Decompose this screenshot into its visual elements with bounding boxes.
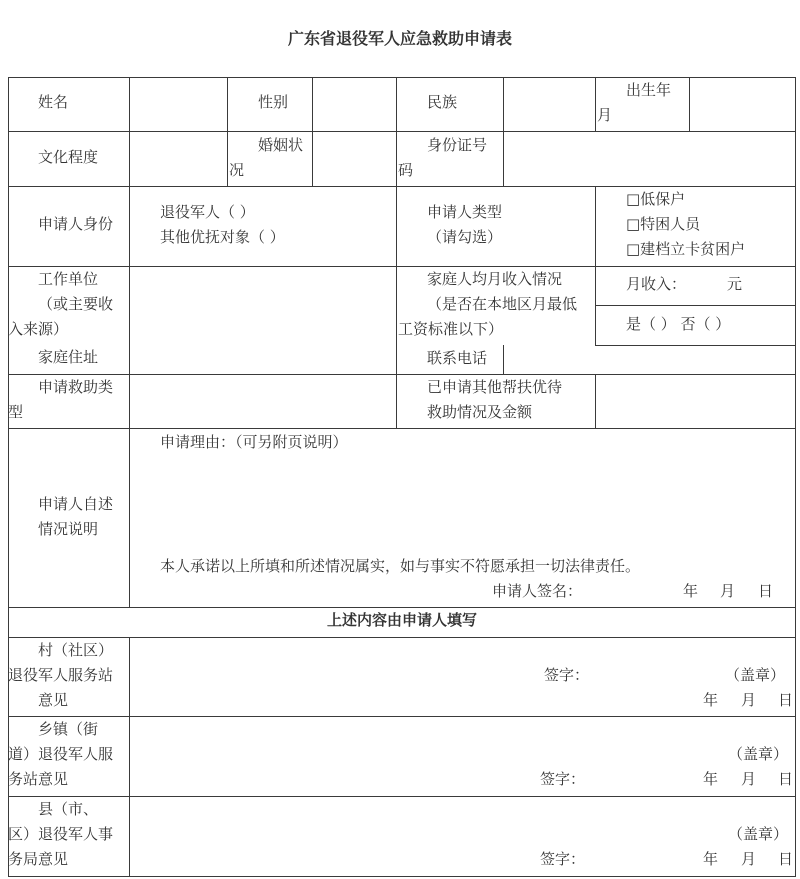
work-unit-label-3: 入来源） (8, 320, 69, 338)
reason-textarea[interactable] (130, 455, 794, 550)
county-opinion-label-2: 区）退役军人事 (8, 825, 114, 843)
aid-type-input[interactable] (130, 375, 395, 427)
aid-type-label: 申请救助类 (38, 378, 114, 396)
village-opinion-label-2: 退役军人服务站 (8, 666, 114, 684)
type-option-extreme-poverty[interactable]: □特困人员 (626, 215, 701, 233)
form-title: 广东省退役军人应急救助申请表 (287, 29, 512, 48)
address-label: 家庭住址 (38, 348, 99, 366)
identity-label: 申请人身份 (38, 215, 114, 233)
monthly-income-label: 月收入： (626, 275, 687, 293)
col-line (595, 186, 596, 345)
other-aid-label-2: 救助情况及金额 (427, 403, 533, 421)
statement-label-2: 情况说明 (38, 520, 99, 538)
row-line (8, 428, 796, 429)
marital-label-wrap: 况 (229, 161, 245, 179)
col-line (227, 77, 228, 186)
county-opinion-input[interactable] (130, 797, 530, 875)
township-opinion-label-2: 道）退役军人服 (8, 745, 114, 763)
gender-input[interactable] (313, 78, 395, 130)
village-date-month: 月 (741, 691, 757, 709)
birth-label: 出生年 (626, 81, 672, 99)
applicant-type-hint: （请勾选） (427, 228, 503, 246)
village-opinion-input[interactable] (130, 638, 530, 715)
phone-label: 联系电话 (427, 349, 488, 367)
applicant-signature-label: 申请人签名： (492, 582, 583, 600)
township-date-month: 月 (741, 770, 757, 788)
work-unit-label-2: （或主要收 (38, 295, 114, 313)
id-number-input[interactable] (504, 132, 794, 185)
township-opinion-label-3: 务站意见 (8, 770, 69, 788)
education-input[interactable] (130, 132, 226, 185)
income-label-3: 工资标准以下） (398, 320, 504, 338)
income-label: 家庭人均月收入情况 (427, 270, 563, 288)
township-sign-label: 签字： (540, 770, 586, 788)
type-option-registered-poor[interactable]: □建档立卡贫困户 (626, 240, 746, 258)
marital-status-input[interactable] (313, 132, 395, 185)
row-line (8, 266, 796, 267)
county-opinion-label: 县（市、 (38, 800, 99, 818)
work-address-input[interactable] (130, 267, 395, 373)
id-number-label: 身份证号 (427, 136, 488, 154)
date-day: 日 (758, 582, 774, 600)
pledge-text: 本人承诺以上所填和所述情况属实，如与事实不符愿承担一切法律责任。 (160, 557, 641, 575)
identity-option-veteran[interactable]: 退役军人（ ） (160, 203, 255, 221)
village-date-day: 日 (778, 691, 794, 709)
row-line (595, 305, 796, 306)
other-aid-input[interactable] (596, 375, 794, 427)
village-seal-label: （盖章） (725, 666, 786, 684)
education-label: 文化程度 (38, 148, 99, 166)
village-date-year: 年 (703, 691, 719, 709)
col-line (396, 77, 397, 374)
township-date-day: 日 (778, 770, 794, 788)
applicant-type-label: 申请人类型 (427, 203, 503, 221)
type-option-low-income[interactable]: □低保户 (626, 190, 686, 208)
county-date-year: 年 (703, 850, 719, 868)
marital-label: 婚姻状 (258, 136, 304, 154)
birth-date-input[interactable] (690, 78, 794, 130)
birth-label-wrap: 月 (597, 106, 613, 124)
aid-type-label-wrap: 型 (8, 403, 24, 421)
monthly-income-unit: 元 (727, 275, 743, 293)
name-label: 姓名 (38, 93, 69, 111)
township-date-year: 年 (703, 770, 719, 788)
county-date-month: 月 (741, 850, 757, 868)
county-date-day: 日 (778, 850, 794, 868)
township-opinion-input[interactable] (130, 717, 530, 795)
village-opinion-label: 村（社区） (38, 641, 114, 659)
below-minimum-wage-yes-no[interactable]: 是（ ） 否（ ） (626, 315, 731, 333)
county-sign-label: 签字： (540, 850, 586, 868)
gender-label: 性别 (258, 93, 289, 111)
identity-option-other[interactable]: 其他优抚对象（ ） (160, 228, 285, 246)
col-line (795, 77, 796, 877)
id-number-label-wrap: 码 (398, 161, 414, 179)
reason-label: 申请理由：（可另附页说明） (160, 433, 348, 451)
name-input[interactable] (130, 78, 226, 130)
village-sign-label: 签字： (544, 666, 590, 684)
township-seal-label: （盖章） (728, 745, 789, 763)
income-label-2: （是否在本地区月最低 (427, 295, 578, 313)
row-line (8, 876, 796, 877)
row-line (8, 77, 796, 78)
ethnicity-label: 民族 (427, 93, 458, 111)
ethnicity-input[interactable] (504, 78, 594, 130)
phone-input[interactable] (504, 346, 794, 373)
county-seal-label: （盖章） (728, 825, 789, 843)
other-aid-label: 已申请其他帮扶优待 (427, 378, 563, 396)
statement-label: 申请人自述 (38, 495, 114, 513)
work-unit-label: 工作单位 (38, 270, 99, 288)
col-line (396, 374, 397, 428)
township-opinion-label: 乡镇（街 (38, 720, 99, 738)
village-opinion-label-3: 意见 (38, 691, 69, 709)
applicant-section-note: 上述内容由申请人填写 (326, 611, 477, 629)
date-year: 年 (683, 582, 699, 600)
date-month: 月 (720, 582, 736, 600)
col-line (595, 77, 596, 131)
county-opinion-label-3: 务局意见 (8, 850, 69, 868)
